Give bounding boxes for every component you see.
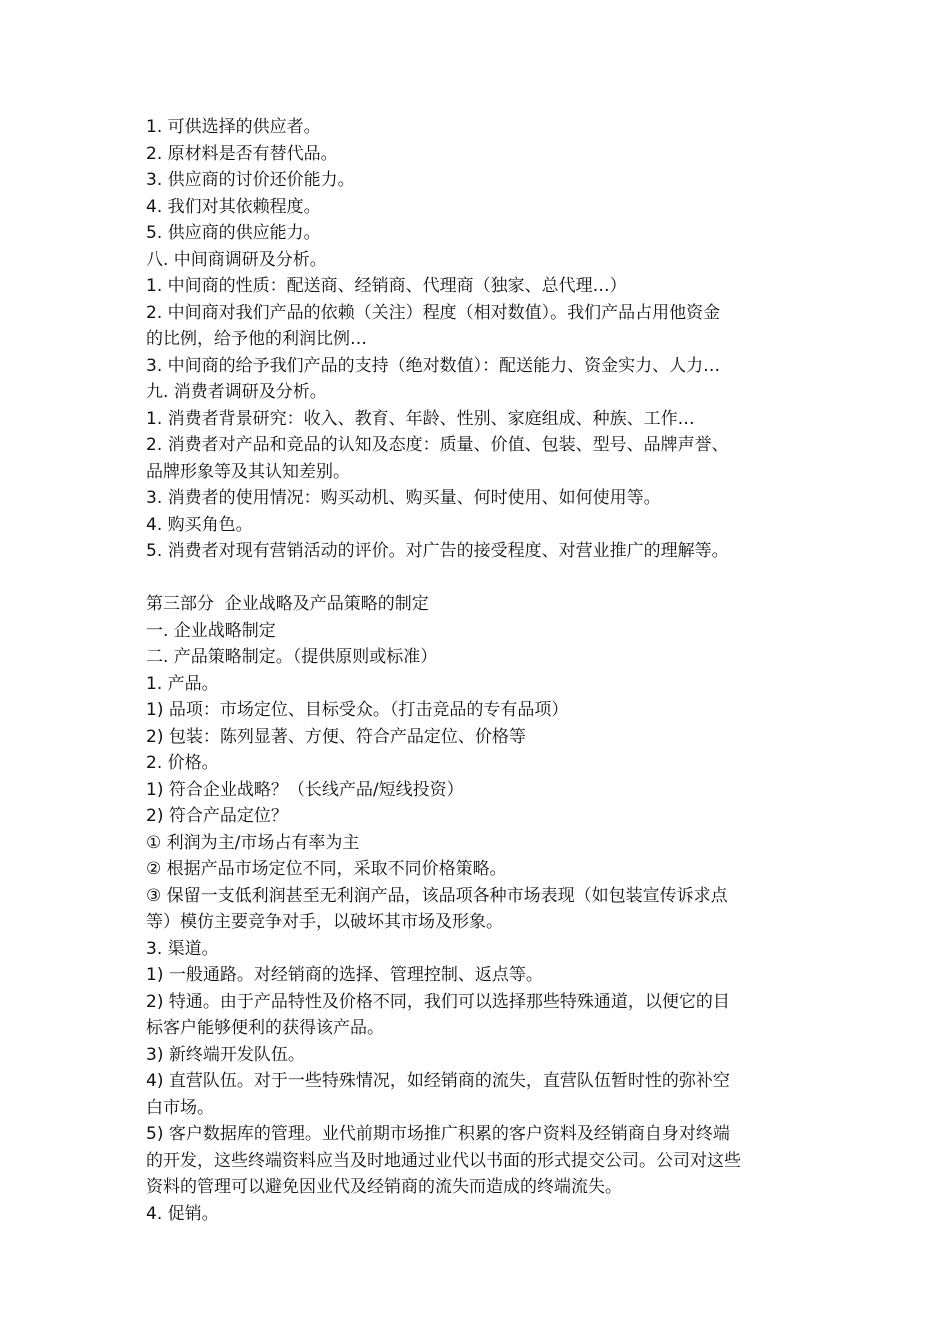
section-research: [146, 114, 816, 565]
text-line: 1) 符合企业战略？（长线产品/短线投资）: [146, 779, 464, 800]
text-line: 2. 原材料是否有替代品。: [146, 143, 338, 164]
text-line: 2) 特通。由于产品特性及价格不同，我们可以选择那些特殊通道，以便它的目: [146, 991, 730, 1012]
document-page: [146, 114, 816, 1227]
text-line: 5) 客户数据库的管理。业代前期市场推广积累的客户资料及经销商自身对终端: [146, 1124, 730, 1144]
text-line: 2. 消费者对产品和竞品的认知及态度：质量、价值、包装、型号、品牌声誉、: [146, 435, 729, 455]
text-line: 二. 产品策略制定。（提供原则或标准）: [146, 647, 438, 667]
text-line: 标客户能够便利的获得该产品。: [146, 1018, 384, 1038]
text-line: 5. 消费者对现有营销活动的评价。对广告的接受程度、对营业推广的理解等。: [146, 541, 729, 561]
text-line: 一. 企业战略制定: [146, 620, 276, 641]
text-line: 2. 中间商对我们产品的依赖（关注）程度（相对数值）。我们产品占用他资金: [146, 302, 721, 323]
text-line: 八. 中间商调研及分析。: [146, 249, 327, 270]
text-line: 资料的管理可以避免因业代及经销商的流失而造成的终端流失。: [146, 1177, 622, 1197]
text-line: 1. 消费者背景研究：收入、教育、年龄、性别、家庭组成、种族、工作…: [146, 408, 695, 429]
text-line: 品牌形象等及其认知差别。: [146, 461, 350, 482]
text-line: 3. 渠道。: [146, 938, 219, 959]
text-line: 1. 产品。: [146, 673, 219, 694]
section-strategy: [146, 591, 816, 1227]
text-line: 4) 直营队伍。对于一些特殊情况，如经销商的流失，直营队伍暂时性的弥补空: [146, 1071, 730, 1091]
text-line: 1) 品项：市场定位、目标受众。（打击竞品的专有品项）: [146, 700, 569, 720]
text-line: 3. 中间商的给予我们产品的支持（绝对数值）：配送能力、资金实力、人力…: [146, 355, 721, 376]
text-line: 2. 价格。: [146, 753, 219, 773]
text-line: 九. 消费者调研及分析。: [146, 382, 327, 402]
text-line: 2) 包装：陈列显著、方便、符合产品定位、价格等: [146, 726, 526, 747]
text-line: 4. 促销。: [146, 1203, 219, 1224]
text-line: ② 根据产品市场定位不同，采取不同价格策略。: [146, 859, 507, 879]
text-line: 的比例，给予他的利润比例…: [146, 329, 367, 349]
text-line: ③ 保留一支低利润甚至无利润产品，该品项各种市场表现（如包装宣传诉求点: [146, 885, 728, 906]
text-line: 1. 中间商的性质：配送商、经销商、代理商（独家、总代理…）: [146, 276, 627, 296]
text-line: 5. 供应商的供应能力。: [146, 223, 321, 243]
text-line: 3. 供应商的讨价还价能力。: [146, 170, 355, 190]
text-line: 的开发，这些终端资料应当及时地通过业代以书面的形式提交公司。公司对这些: [146, 1150, 741, 1171]
text-line: 2) 符合产品定位？: [146, 806, 288, 826]
text-line: 3. 消费者的使用情况：购买动机、购买量、何时使用、如何使用等。: [146, 488, 661, 508]
text-line: 1) 一般通路。对经销商的选择、管理控制、返点等。: [146, 965, 543, 985]
text-line: 白市场。: [146, 1097, 214, 1118]
text-line: ① 利润为主/市场占有率为主: [146, 832, 360, 853]
text-line: 3) 新终端开发队伍。: [146, 1044, 305, 1065]
text-line: 第三部分 企业战略及产品策略的制定: [146, 594, 429, 614]
paragraph-gap: [146, 565, 816, 592]
text-line: 4. 我们对其依赖程度。: [146, 196, 321, 217]
text-line: 1. 可供选择的供应者。: [146, 117, 321, 137]
text-line: 4. 购买角色。: [146, 514, 253, 535]
text-line: 等）模仿主要竞争对手，以破坏其市场及形象。: [146, 912, 503, 932]
